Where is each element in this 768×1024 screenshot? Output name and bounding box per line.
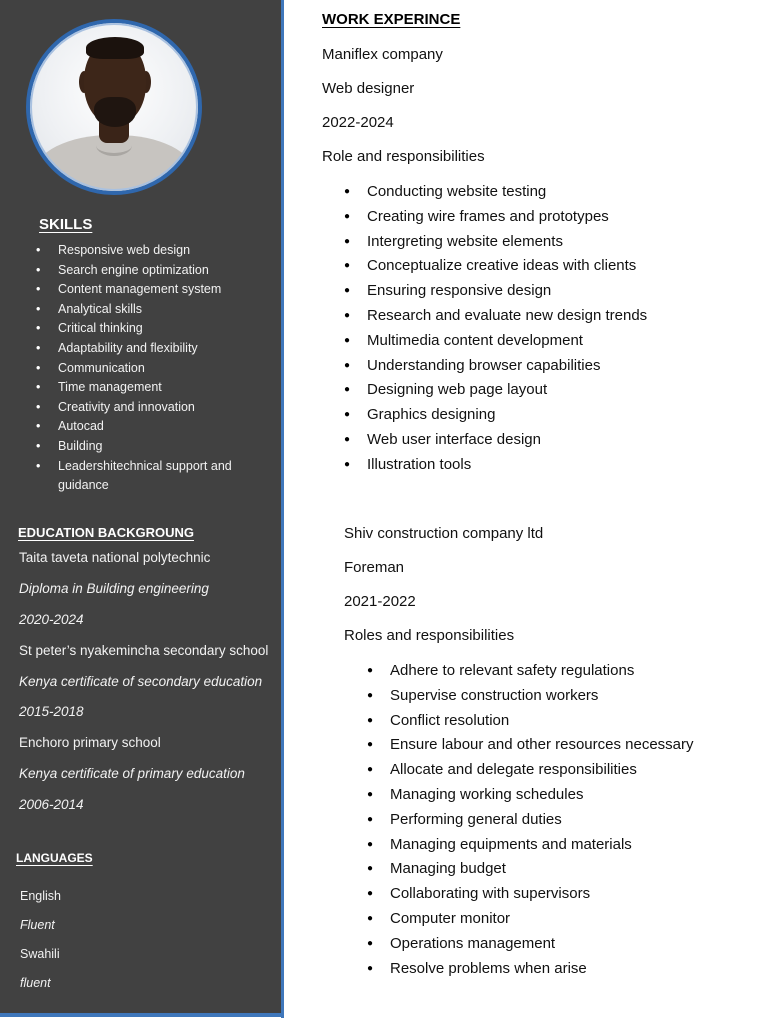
job-years: 2022-2024 — [322, 114, 394, 131]
education-years: 2006-2014 — [19, 797, 84, 812]
work-experience-heading: WORK EXPERINCE — [322, 11, 461, 28]
skill-item: • Search engine optimization — [36, 261, 268, 281]
duty-item: ● Ensuring responsive design — [344, 279, 647, 304]
duty-item: ● Operations management — [367, 932, 694, 957]
duty-item: ● Performing general duties — [367, 808, 694, 833]
education-qualification: Diploma in Building engineering — [19, 581, 209, 596]
duty-item: ● Conflict resolution — [367, 709, 694, 734]
duty-item: ● Managing budget — [367, 857, 694, 882]
language-name: English — [20, 889, 61, 903]
duty-item: ● Graphics designing — [344, 403, 647, 428]
skill-item: • Creativity and innovation — [36, 398, 268, 418]
duty-item: ● Allocate and delegate responsibilities — [367, 758, 694, 783]
duty-item: ● Collaborating with supervisors — [367, 882, 694, 907]
duty-item: ● Adhere to relevant safety regulations — [367, 659, 694, 684]
education-qualification: Kenya certificate of secondary education — [19, 674, 263, 689]
job-company: Shiv construction company ltd — [344, 525, 544, 542]
job-duties-list — [344, 180, 647, 478]
skills-heading: SKILLS — [39, 216, 93, 233]
language-name: Swahili — [20, 947, 60, 961]
duty-item: ● Managing equipments and materials — [367, 833, 694, 858]
job-years: 2021-2022 — [344, 593, 416, 610]
skill-item: • Critical thinking — [36, 319, 268, 339]
duty-item: ● Ensure labour and other resources necessary — [367, 733, 694, 758]
duty-item: ● Multimedia content development — [344, 329, 647, 354]
job-duties-label: Role and responsibilities — [322, 148, 485, 165]
photo-frame — [30, 23, 198, 191]
duty-item: ● Conceptualize creative ideas with clients — [344, 254, 647, 279]
duty-item: ● Intergreting website elements — [344, 230, 647, 255]
duty-item: ● Creating wire frames and prototypes — [344, 205, 647, 230]
job-duties-label: Roles and responsibilities — [344, 627, 515, 644]
job-duties-list — [367, 659, 694, 981]
skill-item: • Time management — [36, 378, 268, 398]
duty-item: ● Resolve problems when arise — [367, 957, 694, 982]
education-heading: EDUCATION BACKGROUNG — [18, 525, 194, 540]
duty-item: ● Conducting website testing — [344, 180, 647, 205]
skill-item: • Content management system — [36, 280, 268, 300]
languages-heading: LANGUAGES — [16, 851, 93, 865]
skill-item: • Building — [36, 437, 268, 457]
skill-item: • Autocad — [36, 417, 268, 437]
profile-photo — [26, 19, 202, 195]
sidebar-bottom-border — [0, 1013, 284, 1017]
education-years: 2020-2024 — [19, 612, 84, 627]
job-role: Web designer — [322, 80, 415, 97]
duty-item: ● Illustration tools — [344, 453, 647, 478]
education-school: Taita taveta national polytechnic — [19, 550, 211, 565]
duty-item: ● Web user interface design — [344, 428, 647, 453]
duty-item: ● Designing web page layout — [344, 378, 647, 403]
education-school: St peter’s nyakemincha secondary school — [19, 643, 269, 658]
skill-item: • Responsive web design — [36, 241, 268, 261]
duty-item: ● Research and evaluate new design trends — [344, 304, 647, 329]
skills-list — [36, 241, 268, 496]
skill-item: • Communication — [36, 359, 268, 379]
language-level: fluent — [20, 976, 51, 990]
education-years: 2015-2018 — [19, 704, 84, 719]
sidebar-accent-border — [281, 0, 284, 1018]
job-company: Maniflex company — [322, 46, 443, 63]
skill-item: • Leadershitechnical support and guidance — [36, 457, 268, 496]
education-qualification: Kenya certificate of primary education — [19, 766, 245, 781]
duty-item: ● Computer monitor — [367, 907, 694, 932]
language-level: Fluent — [20, 918, 55, 932]
skill-item: • Analytical skills — [36, 300, 268, 320]
duty-item: ● Managing working schedules — [367, 783, 694, 808]
duty-item: ● Supervise construction workers — [367, 684, 694, 709]
duty-item: ● Understanding browser capabilities — [344, 354, 647, 379]
skill-item: • Adaptability and flexibility — [36, 339, 268, 359]
job-role: Foreman — [344, 559, 405, 576]
education-school: Enchoro primary school — [19, 735, 161, 750]
